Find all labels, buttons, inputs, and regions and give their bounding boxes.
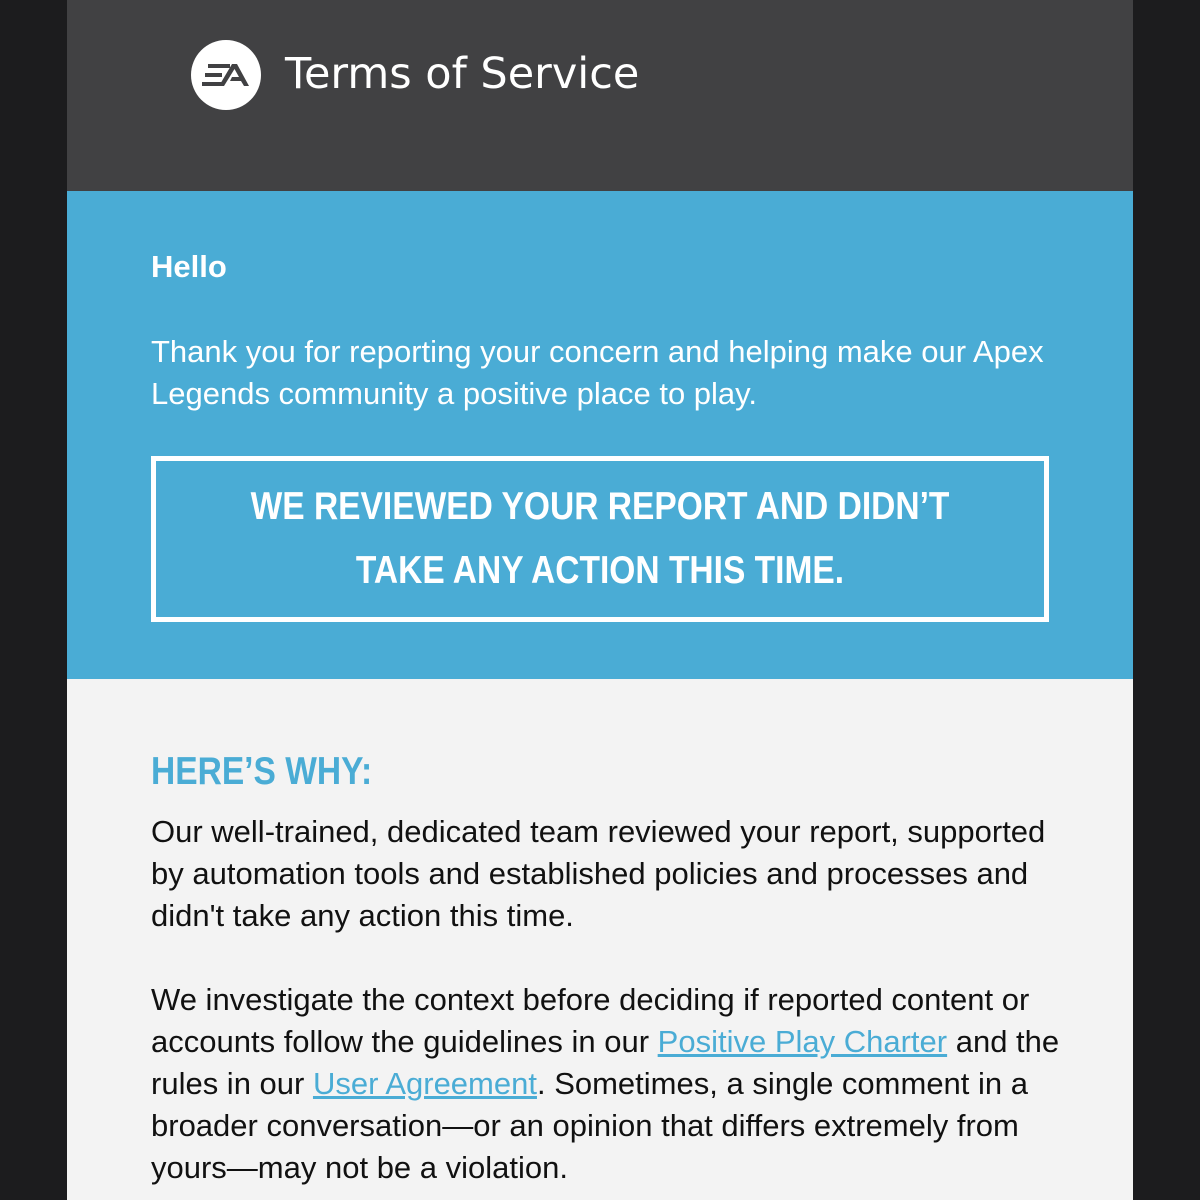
report-outcome-box <box>151 456 1049 622</box>
review-paragraph: Our well-trained, dedicated team reviewed your report, supported by automation tools and established policies and processes and didn't take any action this time. <box>151 814 1046 933</box>
user-agreement-link[interactable]: User Agreement <box>312 1066 537 1101</box>
ea-logo-mark <box>200 59 252 91</box>
context-text-2: and the rules in our <box>151 1024 1060 1101</box>
greeting: Hello <box>151 249 227 284</box>
header-title: Terms of Service <box>285 49 640 99</box>
report-outcome-line-1: WE REVIEWED YOUR REPORT AND DIDN’T <box>250 485 950 528</box>
email-message <box>67 0 1133 1200</box>
report-outcome-text <box>170 475 1030 603</box>
heres-why-heading: HERE’S WHY: <box>151 750 373 793</box>
context-text-3: . Sometimes, a single comment in a broader conversation—or an opinion that differs extremely from yours—may not be a violation. <box>151 1066 1029 1185</box>
explanation-section <box>67 679 1133 1200</box>
context-paragraph <box>151 979 1061 1189</box>
ea-logo-icon <box>191 40 261 110</box>
context-text-1: We investigate the context before deciding if reported content or accounts follow the guidelines in our <box>151 982 1030 1059</box>
hero-section <box>67 191 1133 679</box>
thank-you-message: Thank you for reporting your concern and helping make our Apex Legends community a positive place to play. <box>151 334 1044 411</box>
email-header <box>67 0 1133 191</box>
report-outcome-line-2: TAKE ANY ACTION THIS TIME. <box>355 549 845 592</box>
positive-play-charter-link[interactable]: Positive Play Charter <box>657 1024 948 1059</box>
